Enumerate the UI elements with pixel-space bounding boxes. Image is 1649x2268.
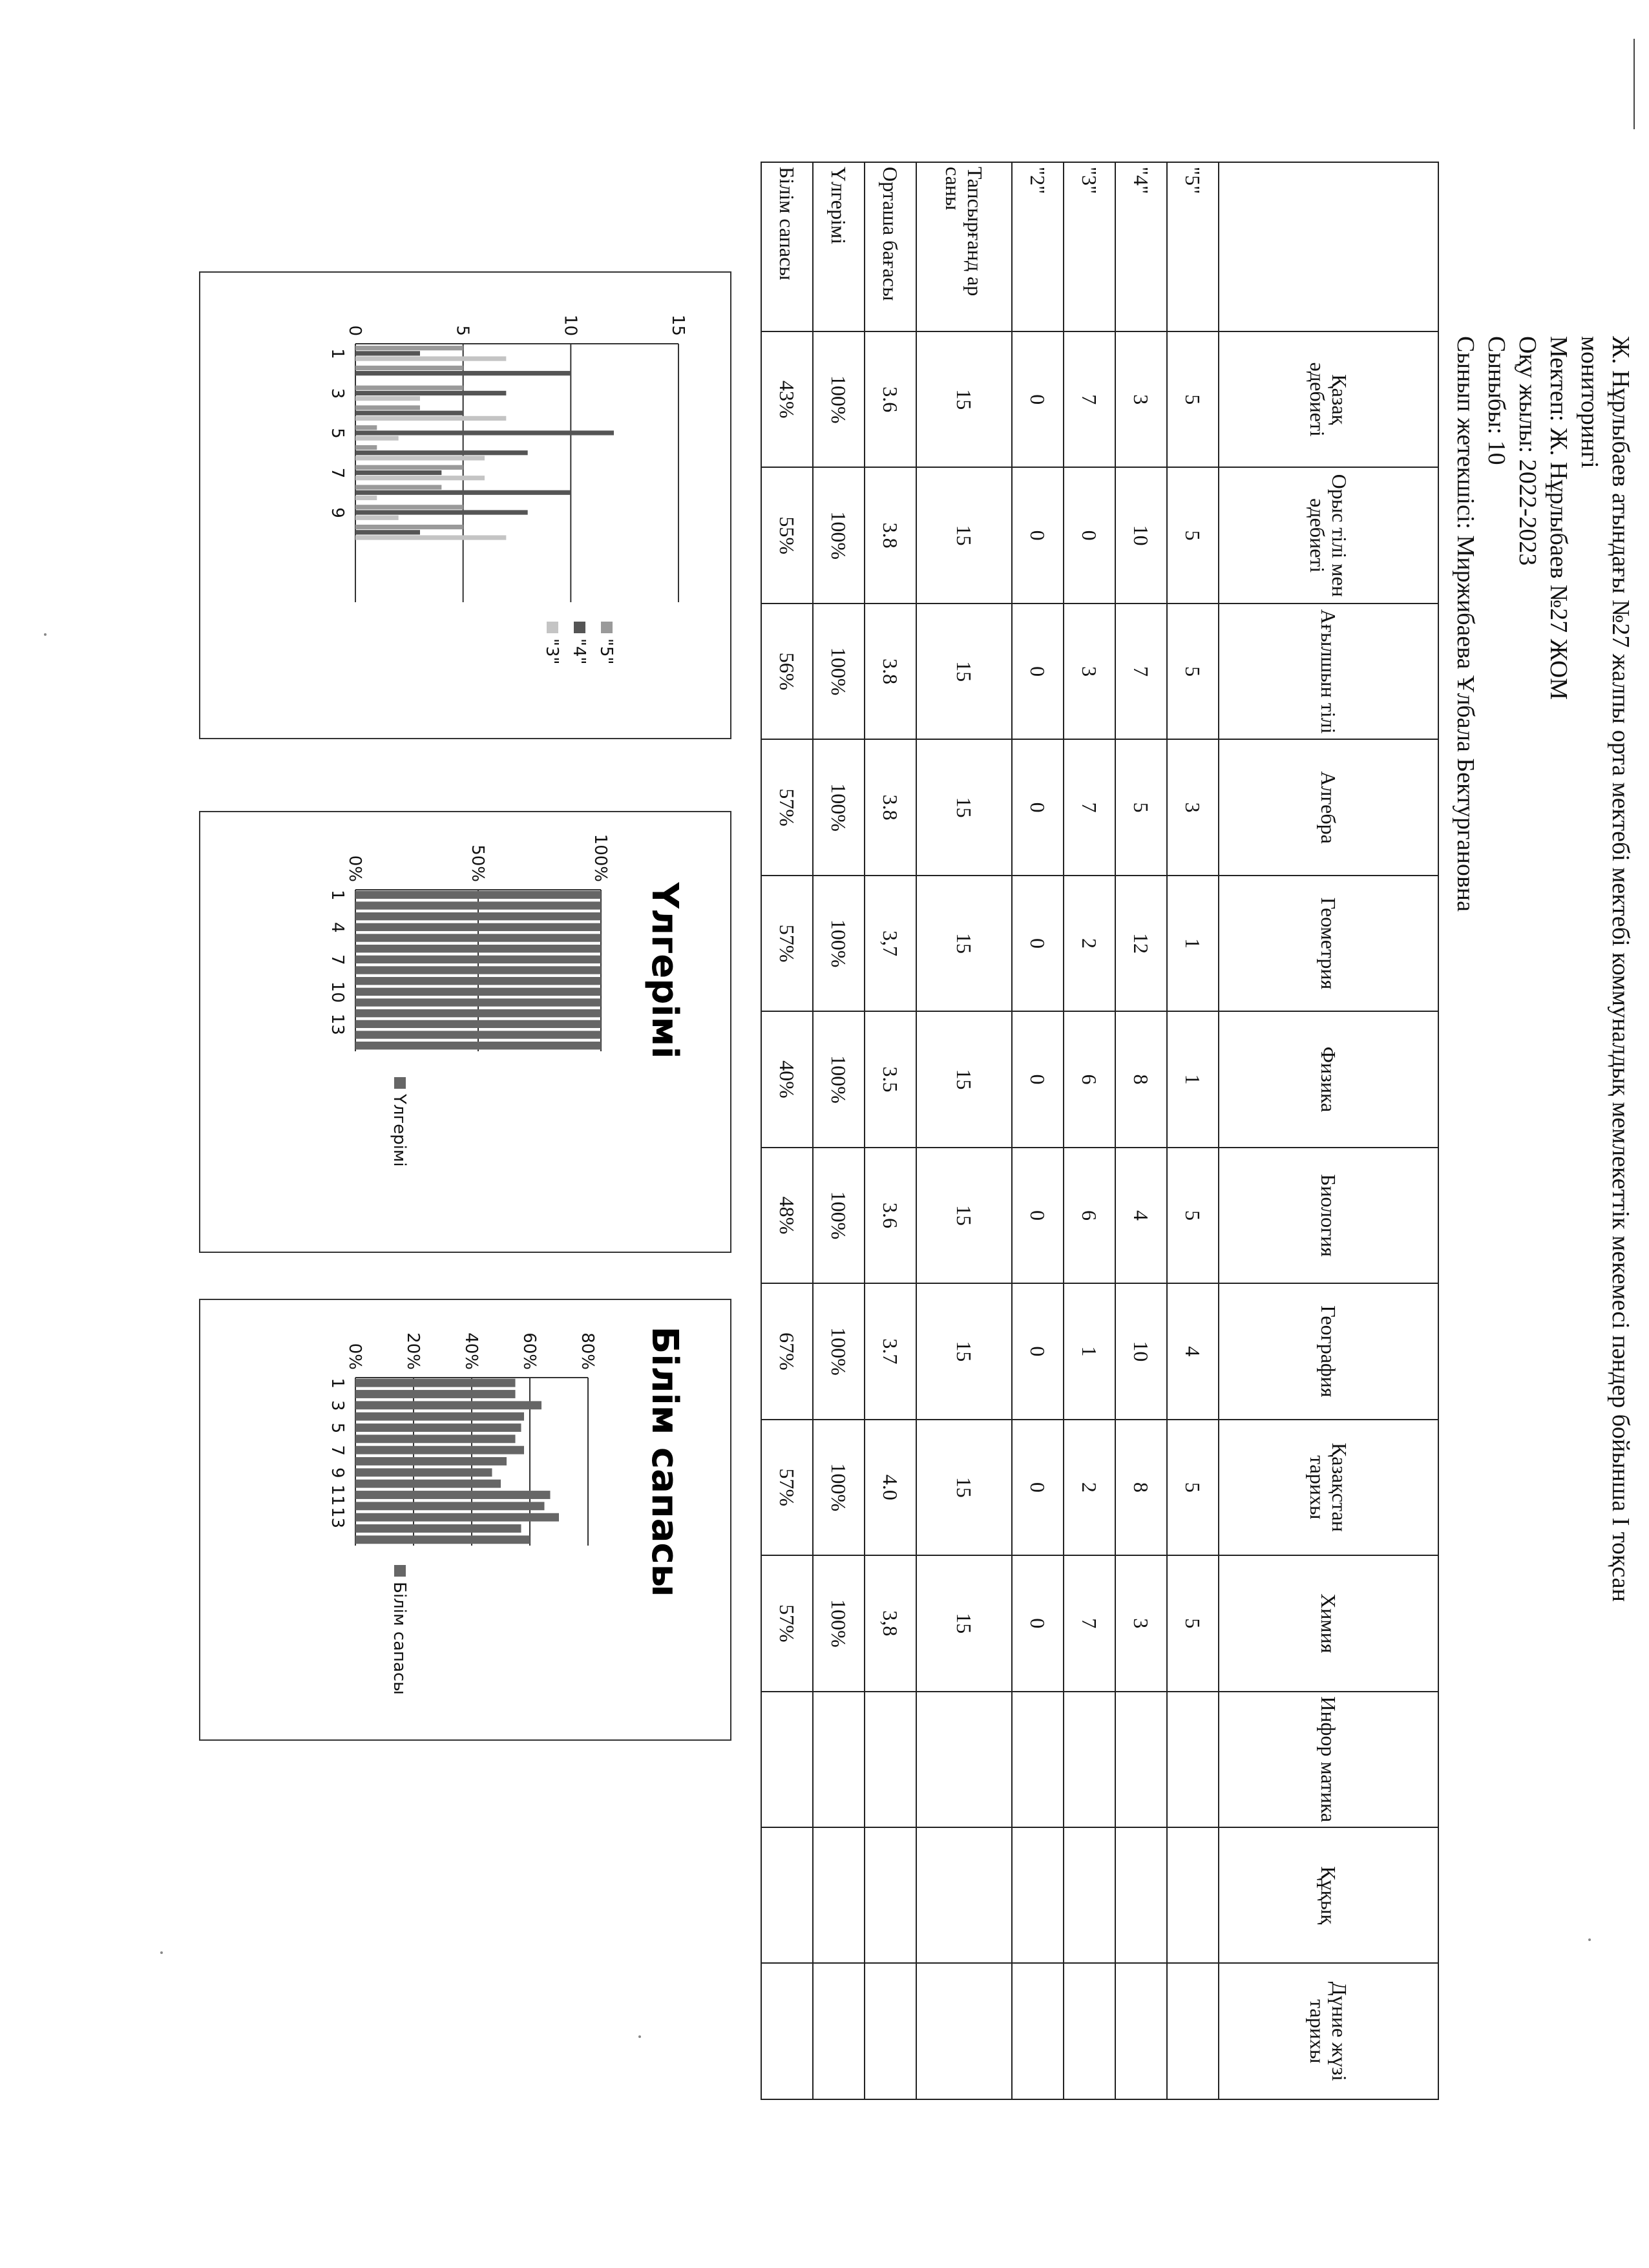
table-cell: 6	[1064, 1148, 1115, 1283]
table-cell	[1012, 1692, 1064, 1827]
bar-0-0	[355, 1379, 516, 1387]
bar-2-2	[355, 396, 420, 401]
table-cell: 0	[1012, 604, 1064, 739]
table-cell: 100%	[813, 739, 865, 875]
table-cell: 43%	[761, 331, 813, 467]
chart-grade-distribution	[199, 271, 731, 739]
table-cell: 3	[1115, 1555, 1167, 1691]
y-tick-label: 0%	[345, 855, 364, 882]
x-tick-label: 11	[328, 1484, 347, 1506]
table-cell	[1064, 1963, 1115, 2099]
bar-1-8	[355, 510, 528, 514]
table-cell: 7	[1064, 1555, 1115, 1691]
table-cell: 3	[1167, 739, 1219, 875]
bar-0-4	[355, 934, 601, 941]
subject-header: Орыс тілі мен әдебиеті	[1219, 467, 1438, 603]
chart-title: Білім сапасы	[644, 1326, 686, 1597]
table-cell	[1167, 1963, 1219, 2099]
table-cell: 0	[1012, 876, 1064, 1011]
bar-0-2	[355, 386, 463, 390]
bar-1-9	[355, 530, 420, 534]
table-cell	[813, 1692, 865, 1827]
bar-2-0	[355, 356, 506, 361]
row-label: "2"	[1012, 162, 1064, 331]
y-tick-label: 5	[452, 325, 472, 336]
bar-0-8	[355, 977, 601, 985]
table-cell	[865, 1692, 916, 1827]
table-cell: 100%	[813, 1011, 865, 1147]
table-cell: 100%	[813, 331, 865, 467]
bar-0-3	[355, 1412, 524, 1421]
x-tick-label: 7	[328, 467, 347, 479]
table-cell: 5	[1167, 467, 1219, 603]
table-cell	[761, 1692, 813, 1827]
table-cell: 8	[1115, 1420, 1167, 1555]
bar-0-1	[355, 366, 463, 370]
table-cell	[865, 1827, 916, 1963]
bar-0-4	[355, 425, 377, 430]
bar-0-13	[355, 1524, 521, 1533]
table-cell: 1	[1064, 1283, 1115, 1419]
table-cell: 7	[1064, 739, 1115, 875]
table-cell: 15	[916, 739, 1012, 875]
legend-swatch	[574, 622, 585, 633]
table-cell: 40%	[761, 1011, 813, 1147]
table-cell: 0	[1012, 467, 1064, 603]
scan-speck	[44, 633, 47, 636]
bar-0-11	[355, 1009, 601, 1017]
table-cell: 100%	[813, 1420, 865, 1555]
table-cell: 15	[916, 1420, 1012, 1555]
x-tick-label: 1	[328, 1378, 347, 1389]
table-cell: 57%	[761, 739, 813, 875]
subject-header: Геометрия	[1219, 876, 1438, 1011]
bar-0-12	[355, 1513, 559, 1522]
bar-0-10	[355, 1491, 551, 1499]
y-tick-label: 15	[668, 314, 688, 336]
x-tick-label: 13	[328, 1013, 347, 1035]
bar-0-13	[355, 1031, 601, 1038]
bar-0-12	[355, 1020, 601, 1028]
bar-0-11	[355, 1502, 545, 1510]
subject-header: Алгебра	[1219, 739, 1438, 875]
subject-header: Құқық	[1219, 1827, 1438, 1963]
x-tick-label: 13	[328, 1507, 347, 1529]
table-cell: 15	[916, 331, 1012, 467]
y-tick-label: 80%	[578, 1332, 597, 1370]
table-cell	[761, 1963, 813, 2099]
table-cell: 56%	[761, 604, 813, 739]
table-cell: 100%	[813, 604, 865, 739]
bar-0-7	[355, 966, 601, 974]
bar-0-6	[355, 956, 601, 963]
table-cell: 67%	[761, 1283, 813, 1419]
header-line-5: Сыныбы: 10	[1483, 336, 1510, 465]
table-cell	[813, 1963, 865, 2099]
x-tick-label: 1	[328, 890, 347, 901]
legend-label: "3"	[542, 638, 562, 665]
table-cell: 100%	[813, 1148, 865, 1283]
table-cell: 1	[1167, 876, 1219, 1011]
legend-swatch	[601, 622, 613, 633]
table-row	[761, 162, 813, 2099]
bar-0-14	[355, 1042, 601, 1049]
x-tick-label: 7	[328, 954, 347, 965]
subject-header: Биология	[1219, 1148, 1438, 1283]
table-cell	[1064, 1827, 1115, 1963]
table-cell: 15	[916, 604, 1012, 739]
x-tick-label: 5	[328, 1422, 347, 1434]
x-tick-label: 9	[328, 1467, 347, 1478]
table-row	[1167, 162, 1219, 2099]
bar-0-0	[355, 891, 601, 899]
table-cell: 3.5	[865, 1011, 916, 1147]
table-cell: 15	[916, 1011, 1012, 1147]
row-label: "4"	[1115, 162, 1167, 331]
table-header-row	[1219, 162, 1438, 2099]
table-cell: 3.7	[865, 1283, 916, 1419]
bar-0-7	[355, 485, 441, 489]
bar-0-1	[355, 1390, 516, 1398]
table-cell: 48%	[761, 1148, 813, 1283]
subject-header: География	[1219, 1283, 1438, 1419]
table-cell: 15	[916, 467, 1012, 603]
scan-artifact-line	[1633, 39, 1635, 129]
bar-0-5	[355, 1434, 516, 1443]
grades-table	[761, 162, 1439, 2100]
table-cell: 5	[1115, 739, 1167, 875]
table-cell: 15	[916, 1283, 1012, 1419]
bar-2-6	[355, 476, 485, 480]
table-cell: 5	[1167, 1420, 1219, 1555]
subject-header: Қазақ әдебиеті	[1219, 331, 1438, 467]
header-line-4: Оқу жылы: 2022-2023	[1514, 336, 1541, 566]
table-cell: 5	[1167, 331, 1219, 467]
x-tick-label: 5	[328, 428, 347, 439]
table-cell	[1012, 1963, 1064, 2099]
table-row	[1115, 162, 1167, 2099]
bar-0-7	[355, 1457, 507, 1465]
header-line-6: Сынып жетекшісі: Миржибаева Ұлбала Бектургановна	[1452, 336, 1479, 912]
bar-1-7	[355, 490, 571, 495]
table-cell: 5	[1167, 1148, 1219, 1283]
legend-swatch	[547, 622, 558, 633]
bar-0-3	[355, 923, 601, 931]
bar-0-9	[355, 525, 463, 529]
table-cell: 8	[1115, 1011, 1167, 1147]
table-row	[1012, 162, 1064, 2099]
bar-0-6	[355, 1446, 524, 1454]
y-tick-label: 50%	[468, 845, 487, 882]
bar-1-5	[355, 450, 528, 455]
legend-swatch	[394, 1077, 406, 1089]
table-cell: 57%	[761, 1420, 813, 1555]
grade-distribution-svg	[200, 273, 730, 738]
row-label: Үлгерімі	[813, 162, 865, 331]
bar-0-8	[355, 1468, 492, 1476]
table-cell	[1115, 1963, 1167, 2099]
y-tick-label: 0	[345, 325, 364, 336]
table-cell: 3.8	[865, 467, 916, 603]
table-cell: 4.0	[865, 1420, 916, 1555]
row-label: "5"	[1167, 162, 1219, 331]
bar-2-7	[355, 496, 377, 500]
row-label: Орташа бағасы	[865, 162, 916, 331]
table-cell: 0	[1012, 1148, 1064, 1283]
table-cell: 100%	[813, 1283, 865, 1419]
scan-speck	[638, 2035, 641, 2038]
legend-label: "4"	[569, 638, 589, 665]
bar-1-0	[355, 351, 420, 355]
row-label: Тапсырғанд ар саны	[916, 162, 1012, 331]
table-cell: 3	[1115, 331, 1167, 467]
chart-title: Үлгерімі	[644, 882, 686, 1059]
table-cell: 0	[1012, 331, 1064, 467]
subject-header: Дүние жүзі тарихы	[1219, 1963, 1438, 2099]
y-tick-label: 20%	[403, 1332, 423, 1370]
x-tick-label: 4	[328, 922, 347, 933]
bar-0-10	[355, 998, 601, 1006]
x-tick-label: 7	[328, 1445, 347, 1456]
table-cell	[1167, 1827, 1219, 1963]
bar-0-14	[355, 1535, 530, 1544]
legend-label: "5"	[596, 638, 616, 665]
table-cell: 10	[1115, 467, 1167, 603]
table-cell: 0	[1012, 1011, 1064, 1147]
bar-0-4	[355, 1423, 521, 1432]
bar-2-5	[355, 456, 485, 460]
x-tick-label: 10	[328, 981, 347, 1003]
y-tick-label: 10	[560, 314, 580, 336]
bar-0-5	[355, 945, 601, 952]
subject-header: Ағылшын тілі	[1219, 604, 1438, 739]
table-cell: 100%	[813, 876, 865, 1011]
chart-progress	[199, 811, 731, 1253]
x-tick-label: 3	[328, 1400, 347, 1411]
table-cell	[916, 1692, 1012, 1827]
table-cell: 3.6	[865, 1148, 916, 1283]
legend-swatch	[394, 1565, 406, 1577]
table-cell: 5	[1167, 1555, 1219, 1691]
table-cell: 3,7	[865, 876, 916, 1011]
table-cell: 4	[1167, 1283, 1219, 1419]
bar-1-4	[355, 430, 614, 435]
table-cell: 100%	[813, 1555, 865, 1691]
subject-header: Физика	[1219, 1011, 1438, 1147]
row-label: Білім сапасы	[761, 162, 813, 331]
table-cell: 3,8	[865, 1555, 916, 1691]
table-row	[1064, 162, 1115, 2099]
bar-0-1	[355, 901, 601, 909]
bar-0-8	[355, 505, 463, 509]
progress-svg	[200, 812, 730, 1252]
table-cell: 0	[1012, 1420, 1064, 1555]
y-tick-label: 100%	[591, 834, 610, 882]
table-row	[865, 162, 916, 2099]
table-cell: 15	[916, 876, 1012, 1011]
table-cell	[1012, 1827, 1064, 1963]
table-cell: 1	[1167, 1011, 1219, 1147]
legend-label: Үлгерімі	[390, 1094, 409, 1167]
table-cell	[761, 1827, 813, 1963]
table-row	[916, 162, 1012, 2099]
table-cell	[1115, 1692, 1167, 1827]
bar-2-9	[355, 535, 506, 540]
bar-2-8	[355, 516, 399, 520]
table-cell: 100%	[813, 467, 865, 603]
header-line-1: Ж. Нұрлыбаев атындағы №27 жалпы орта мектебі мектебі коммуналдық мемлекеттік мекемесі пәндер бойынша I тоқсан	[1607, 336, 1634, 1602]
chart-quality	[199, 1299, 731, 1741]
x-tick-label: 1	[328, 348, 347, 359]
document-header	[1450, 336, 1636, 2210]
scan-speck	[160, 1951, 163, 1954]
table-cell: 12	[1115, 876, 1167, 1011]
bar-1-3	[355, 411, 463, 415]
table-cell: 0	[1012, 739, 1064, 875]
table-cell: 57%	[761, 876, 813, 1011]
table-cell: 15	[916, 1148, 1012, 1283]
table-cell: 2	[1064, 1420, 1115, 1555]
bar-0-2	[355, 912, 601, 920]
quality-svg	[200, 1300, 730, 1739]
bar-0-5	[355, 445, 377, 450]
bar-1-2	[355, 391, 506, 395]
bar-0-9	[355, 988, 601, 996]
bar-0-0	[355, 346, 463, 350]
bar-0-3	[355, 405, 420, 410]
table-cell: 7	[1115, 604, 1167, 739]
table-cell: 0	[1012, 1283, 1064, 1419]
table-cell: 2	[1064, 876, 1115, 1011]
table-cell	[813, 1827, 865, 1963]
table-cell: 5	[1167, 604, 1219, 739]
subject-header: Инфор матика	[1219, 1692, 1438, 1827]
row-label: "3"	[1064, 162, 1115, 331]
subject-header: Химия	[1219, 1555, 1438, 1691]
x-tick-label: 9	[328, 507, 347, 518]
table-cell: 7	[1064, 331, 1115, 467]
table-cell: 55%	[761, 467, 813, 603]
table-cell: 0	[1064, 467, 1115, 603]
table-cell: 0	[1012, 1555, 1064, 1691]
y-tick-label: 40%	[461, 1332, 481, 1370]
table-cell	[1064, 1692, 1115, 1827]
table-cell	[1167, 1692, 1219, 1827]
table-corner-cell	[1219, 162, 1438, 331]
table-cell: 6	[1064, 1011, 1115, 1147]
bar-0-9	[355, 1480, 501, 1488]
header-line-2: мониторингі	[1576, 336, 1603, 468]
table-cell: 3.8	[865, 604, 916, 739]
y-tick-label: 60%	[520, 1332, 539, 1370]
x-tick-label: 3	[328, 388, 347, 399]
table-cell	[865, 1963, 916, 2099]
table-cell	[1115, 1827, 1167, 1963]
y-tick-label: 0%	[345, 1343, 364, 1370]
bar-0-2	[355, 1401, 541, 1409]
table-cell: 57%	[761, 1555, 813, 1691]
table-cell: 15	[916, 1555, 1012, 1691]
bar-2-4	[355, 436, 399, 441]
table-cell: 10	[1115, 1283, 1167, 1419]
bar-0-6	[355, 465, 463, 470]
table-cell	[916, 1827, 1012, 1963]
table-cell: 3	[1064, 604, 1115, 739]
header-line-3: Мектеп: Ж. Нұрлыбаев №27 ЖОМ	[1545, 336, 1572, 700]
bar-1-6	[355, 470, 441, 475]
table-cell: 3.8	[865, 739, 916, 875]
legend-label: Білім сапасы	[390, 1582, 409, 1695]
table-row	[813, 162, 865, 2099]
subject-header: Қазақстан тарихы	[1219, 1420, 1438, 1555]
table-cell: 3.6	[865, 331, 916, 467]
bar-1-1	[355, 371, 571, 375]
table-cell	[916, 1963, 1012, 2099]
table-cell: 4	[1115, 1148, 1167, 1283]
bar-2-3	[355, 416, 506, 421]
